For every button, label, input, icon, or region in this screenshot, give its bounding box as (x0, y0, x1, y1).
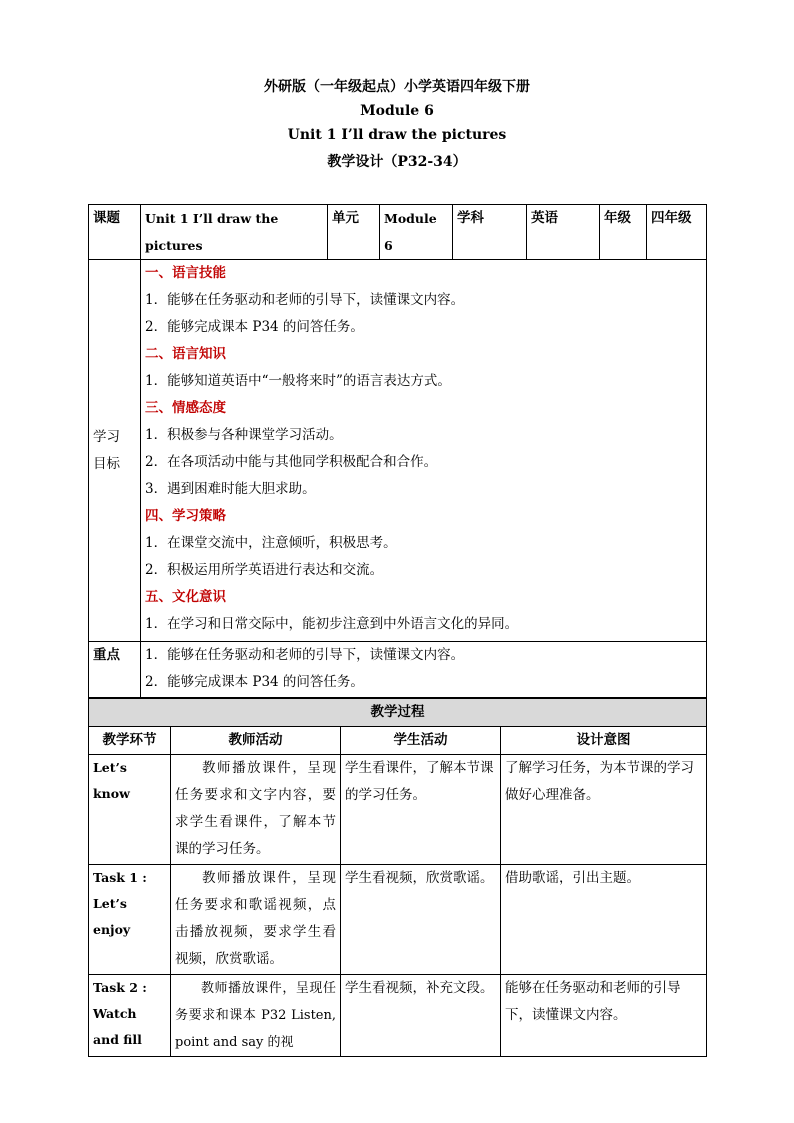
design-title: 教学设计（P32-34） (327, 154, 467, 170)
objective-item: 1．在学习和日常交际中，能初步注意到中外语言文化的异同。 (145, 616, 519, 632)
process-title: 教学过程 (89, 699, 707, 727)
key-point-item: 1．能够在任务驱动和老师的引导下，读懂课文内容。 (145, 647, 465, 663)
topic-value: Unit 1 I’ll draw the pictures (141, 205, 328, 260)
process-title-row (89, 699, 707, 727)
grade-label: 年级 (600, 205, 647, 260)
teacher-activity-cell: 教师播放课件，呈现任务要求和文字内容，要求学生看课件，了解本节课的学习任务。 (171, 755, 341, 865)
column-header: 学生活动 (341, 727, 501, 755)
section-title: 四、学习策略 (145, 508, 226, 524)
topic-label: 课题 (89, 205, 141, 260)
objective-item: 1．能够知道英语中“一般将来时”的语言表达方式。 (145, 373, 451, 389)
stage-cell: Let’s know (89, 755, 171, 865)
key-points-content (141, 642, 707, 698)
stage-cell: Task 1 : Let’s enjoy (89, 865, 171, 975)
table-row (89, 975, 707, 1057)
key-points-row (89, 642, 707, 698)
teacher-activity-cell: 教师播放课件，呈现任务要求和歌谣视频，点击播放视频，要求学生看视频，欣赏歌谣。 (171, 865, 341, 975)
section-title: 三、情感态度 (145, 400, 226, 416)
objectives-row (89, 260, 707, 642)
objectives-label-line1: 学习 (93, 428, 120, 445)
objective-item: 2．积极运用所学英语进行表达和交流。 (145, 562, 384, 578)
unit-value: Module 6 (380, 205, 453, 260)
stage-cell: Task 2 : Watch and fill (89, 975, 171, 1057)
objective-item: 3．遇到困难时能大胆求助。 (145, 481, 316, 497)
purpose-cell: 了解学习任务，为本节课的学习做好心理准备。 (501, 755, 707, 865)
process-header-row (89, 727, 707, 755)
doc-title: 外研版（一年级起点）小学英语四年级下册 (264, 79, 530, 95)
grade-value: 四年级 (647, 205, 707, 260)
objective-item: 1．积极参与各种课堂学习活动。 (145, 427, 343, 443)
section-title: 一、语言技能 (145, 265, 226, 281)
objective-item: 2．能够完成课本 P34 的问答任务。 (145, 319, 364, 335)
student-activity-cell: 学生看视频，欣赏歌谣。 (341, 865, 501, 975)
teaching-process-table (88, 698, 707, 1057)
table-row (89, 865, 707, 975)
section-title: 二、语言知识 (145, 346, 226, 362)
objectives-content (141, 260, 707, 642)
unit-title: Unit 1 I’ll draw the pictures (287, 127, 507, 143)
purpose-cell: 借助歌谣，引出主题。 (501, 865, 707, 975)
column-header: 教学环节 (89, 727, 171, 755)
key-point-item: 2．能够完成课本 P34 的问答任务。 (145, 674, 364, 690)
objective-item: 2．在各项活动中能与其他同学积极配合和合作。 (145, 454, 438, 470)
subject-label: 学科 (453, 205, 527, 260)
student-activity-cell: 学生看视频，补充文段。 (341, 975, 501, 1057)
info-row (89, 205, 707, 260)
key-points-label: 重点 (89, 642, 141, 698)
table-row (89, 755, 707, 865)
column-header: 教师活动 (171, 727, 341, 755)
objectives-label (89, 260, 141, 642)
objective-item: 1．能够在任务驱动和老师的引导下，读懂课文内容。 (145, 292, 465, 308)
lesson-info-table (88, 204, 707, 726)
student-activity-cell: 学生看课件，了解本节课的学习任务。 (341, 755, 501, 865)
column-header: 设计意图 (501, 727, 707, 755)
purpose-cell: 能够在任务驱动和老师的引导下，读懂课文内容。 (501, 975, 707, 1057)
objectives-label-line2: 目标 (93, 455, 120, 472)
objective-item: 1．在课堂交流中，注意倾听，积极思考。 (145, 535, 397, 551)
module-title: Module 6 (360, 103, 434, 119)
teacher-activity-cell: 教师播放课件，呈现任务要求和课本 P32 Listen, point and say 的视 (171, 975, 341, 1057)
subject-value: 英语 (527, 205, 600, 260)
section-title: 五、文化意识 (145, 589, 226, 605)
unit-label: 单元 (328, 205, 380, 260)
